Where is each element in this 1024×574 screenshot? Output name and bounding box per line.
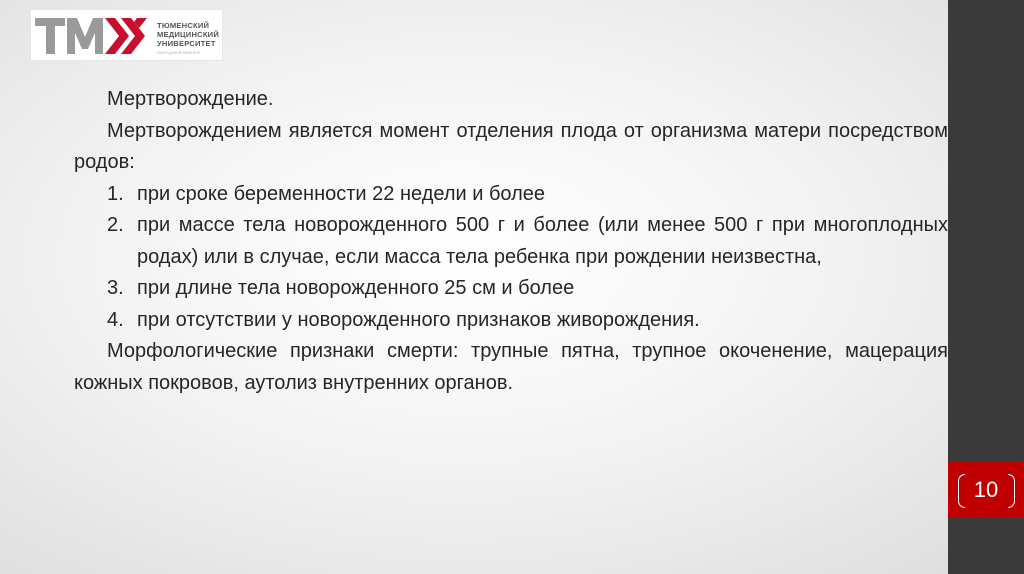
list-item-number: 2. [107, 214, 124, 236]
slide-heading: Мертворождение. [107, 88, 274, 110]
list-item-number: 3. [107, 277, 124, 299]
morphology-text: Морфологические признаки смерти: трупные пятна, трупное окоченение, мацерация кожных покровов, аутолиз внутренних органов. [74, 340, 948, 394]
list-item-number: 4. [107, 308, 124, 331]
right-bracket-icon [1008, 474, 1015, 508]
list-item-text: при отсутствии у новорожденного признаков живорождения. [137, 308, 700, 331]
list-item-number: 1. [107, 182, 124, 205]
page-number-badge [948, 462, 1024, 518]
definition-text: Мертворождением является момент отделения плода от организма матери посредством родов: [74, 119, 948, 173]
list-item-text: при массе тела новорожденного 500 г и более (или менее 500 г при многоплодных родах) или в случае, если масса тела ребенка при рождении неизвестна, [137, 214, 948, 268]
list-item [74, 273, 948, 305]
list-item [74, 305, 948, 337]
tmu-logo-icon [35, 15, 155, 57]
logo-line-3: УНИВЕРСИТЕТ [157, 39, 216, 48]
slide-content [74, 84, 948, 399]
university-logo [30, 9, 223, 61]
logo-wordmark [157, 21, 219, 48]
list-item [74, 179, 948, 211]
list-item [74, 210, 948, 273]
logo-line-1: ТЮМЕНСКИЙ [157, 21, 210, 30]
logo-tagline: НАРОДНЫЙ ВРАЧЕЙ [157, 50, 200, 55]
list-item-text: при сроке беременности 22 недели и более [137, 182, 545, 205]
page-number: 10 [973, 477, 999, 502]
list-item-text: при длине тела новорожденного 25 см и более [137, 277, 575, 299]
logo-line-2: МЕДИЦИНСКИЙ [157, 30, 219, 39]
